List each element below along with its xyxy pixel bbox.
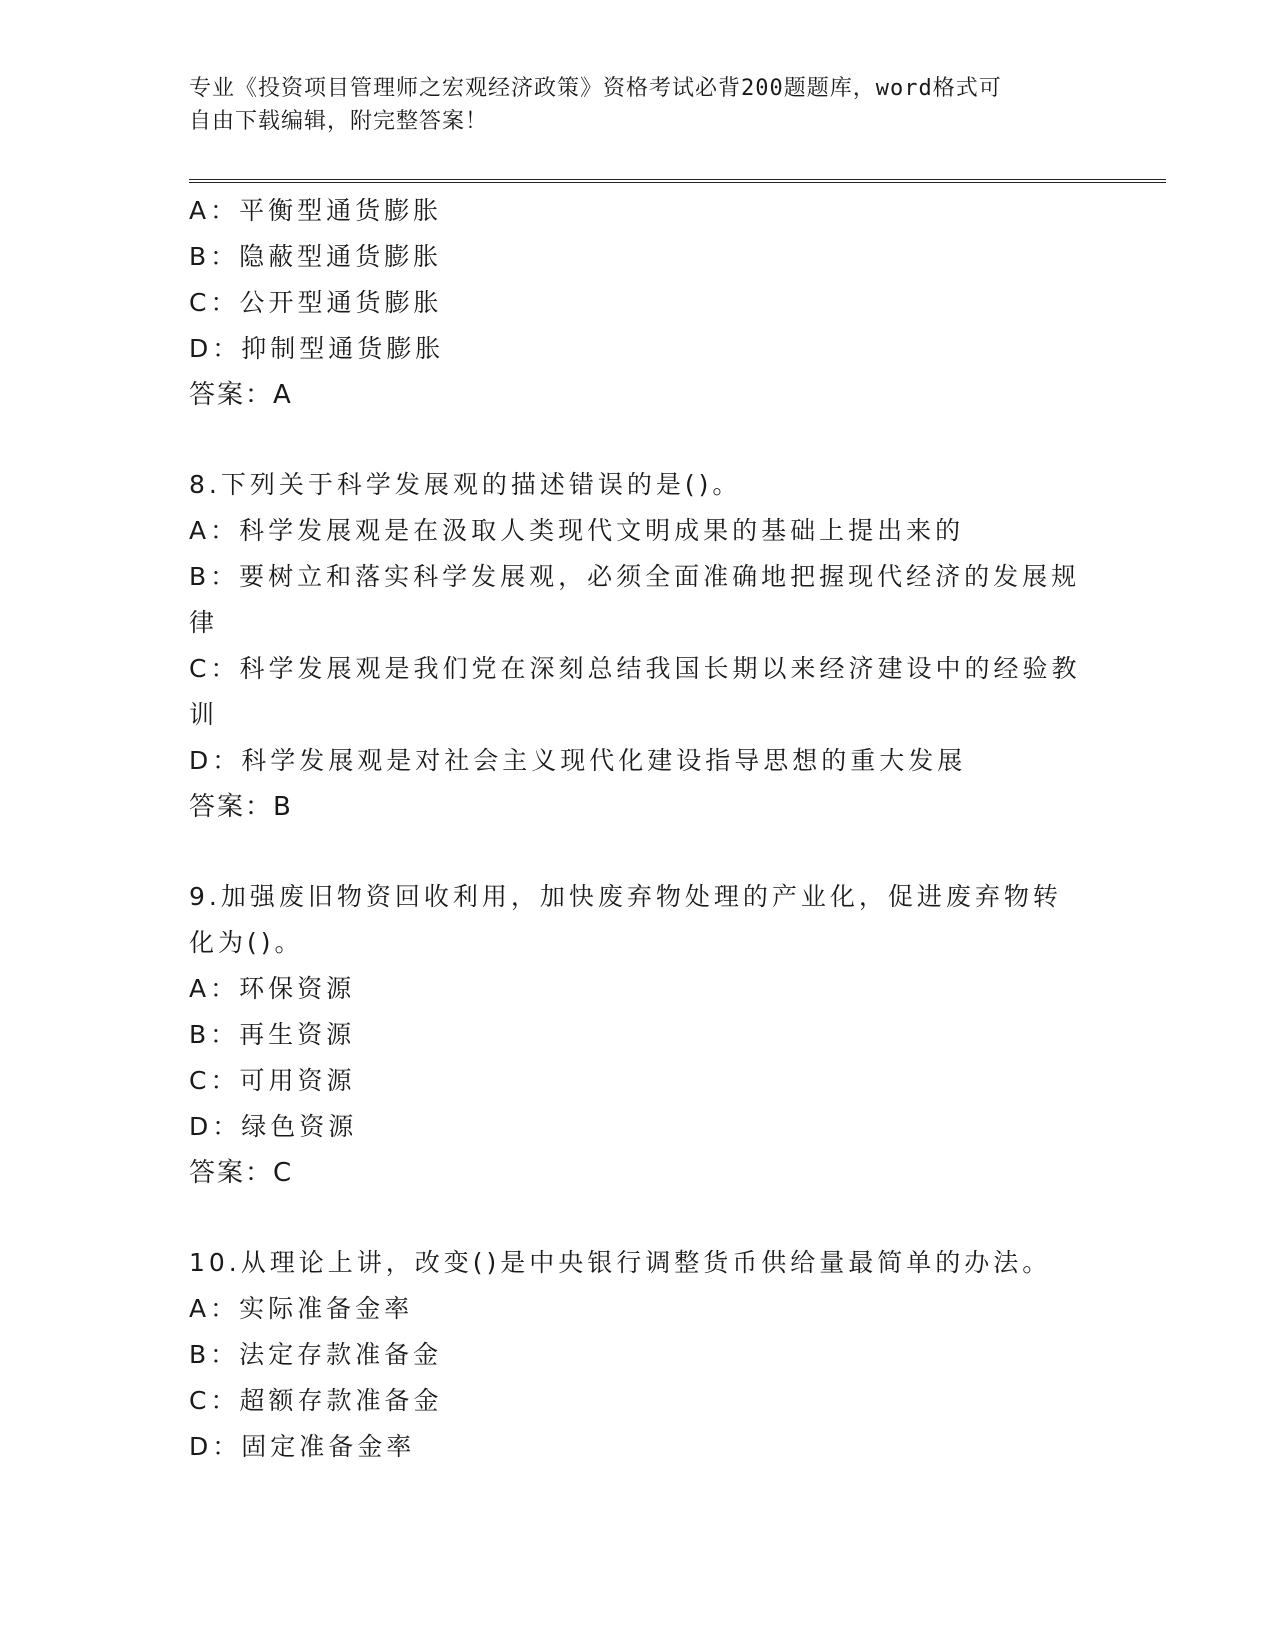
option-d: D：绿色资源 xyxy=(189,1112,358,1141)
spacer xyxy=(189,1196,1089,1240)
option-a: A：平衡型通货膨胀 xyxy=(189,196,443,225)
option-a: A：实际准备金率 xyxy=(189,1294,414,1323)
question-text: 10.从理论上讲，改变()是中央银行调整货币供给量最简单的办法。 xyxy=(189,1248,1052,1277)
header-title-line-2: 自由下载编辑，附完整答案！ xyxy=(189,109,489,134)
option-c: C：科学发展观是我们党在深刻总结我国长期以来经济建设中的经验教 xyxy=(189,654,1081,683)
question-list xyxy=(189,188,1089,1470)
question-text: 9.加强废旧物资回收利用，加快废弃物处理的产业化，促进废弃物转 xyxy=(189,882,1062,911)
question-text-continued: 化为()。 xyxy=(189,928,304,957)
spacer xyxy=(189,418,1089,462)
answer-line: 答案：C xyxy=(189,1158,294,1188)
question-7 xyxy=(189,188,1089,418)
option-c: C：公开型通货膨胀 xyxy=(189,288,443,317)
header-title-line-1: 专业《投资项目管理师之宏观经济政策》资格考试必背200题题库，word格式可 xyxy=(189,76,1002,101)
option-c-continued: 训 xyxy=(189,700,219,729)
option-b: B：法定存款准备金 xyxy=(189,1340,443,1369)
question-8 xyxy=(189,462,1089,830)
option-d: D：固定准备金率 xyxy=(189,1432,416,1461)
question-10 xyxy=(189,1240,1089,1470)
page-header xyxy=(189,72,1089,138)
option-d: D：抑制型通货膨胀 xyxy=(189,334,445,363)
option-a: A：科学发展观是在汲取人类现代文明成果的基础上提出来的 xyxy=(189,516,965,545)
option-b: B：隐蔽型通货膨胀 xyxy=(189,242,443,271)
option-c: C：超额存款准备金 xyxy=(189,1386,443,1415)
question-text: 8.下列关于科学发展观的描述错误的是()。 xyxy=(189,470,742,499)
option-d: D：科学发展观是对社会主义现代化建设指导思想的重大发展 xyxy=(189,746,967,775)
header-divider xyxy=(189,179,1166,183)
option-b: B：要树立和落实科学发展观，必须全面准确地把握现代经济的发展规 xyxy=(189,562,1081,591)
spacer xyxy=(189,830,1089,874)
option-b-continued: 律 xyxy=(189,608,219,637)
option-c: C：可用资源 xyxy=(189,1066,356,1095)
question-9 xyxy=(189,874,1089,1196)
answer-line: 答案：B xyxy=(189,792,293,822)
answer-line: 答案：A xyxy=(189,380,293,410)
option-b: B：再生资源 xyxy=(189,1020,356,1049)
option-a: A：环保资源 xyxy=(189,974,356,1003)
